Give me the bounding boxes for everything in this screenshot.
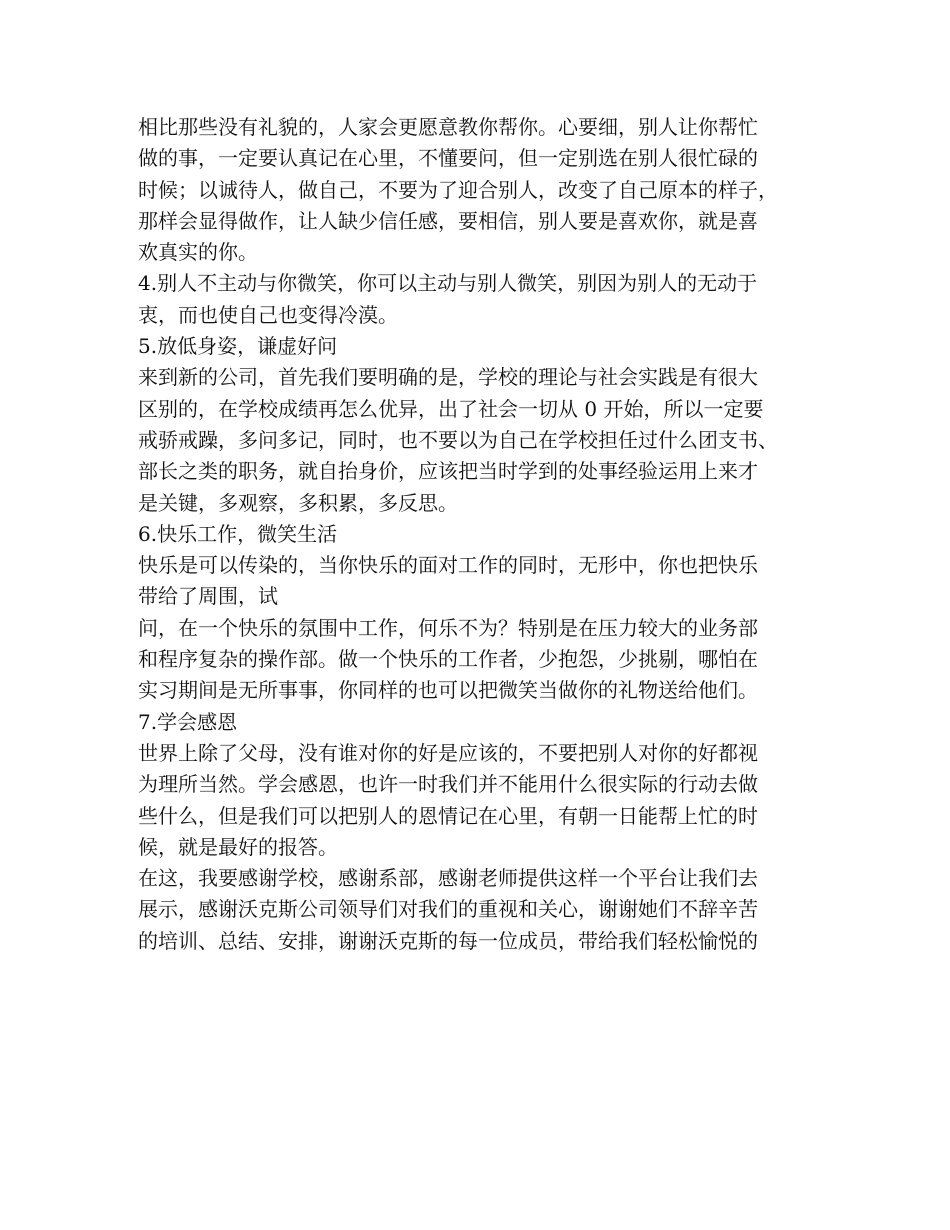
text-line: 在这，我要感谢学校，感谢系部，感谢老师提供这样一个平台让我们去: [138, 866, 758, 891]
section-heading: 7.学会感恩: [138, 709, 238, 734]
text-line: 带给了周围，试: [138, 584, 278, 609]
section-heading: 5.放低身姿，谦虚好问: [138, 334, 338, 359]
text-line: 欢真实的你。: [138, 240, 258, 265]
text-line: 那样会显得做作，让人缺少信任感，要相信，别人要是喜欢你，就是喜: [138, 208, 758, 233]
section-heading-line: 4.别人不主动与你微笑，你可以主动与别人微笑，别因为别人的无动于: [138, 271, 758, 296]
text-line: 相比那些没有礼貌的，人家会更愿意教你帮你。心要细，别人让你帮忙: [138, 115, 758, 139]
text-line: 是关键，多观察，多积累，多反思。: [138, 490, 458, 515]
text-line: 展示，感谢沃克斯公司领导们对我们的重视和关心，谢谢她们不辞辛苦: [138, 897, 758, 922]
text-line: 实习期间是无所事事，你同样的也可以把微笑当做你的礼物送给他们。: [138, 678, 758, 703]
text-line: 来到新的公司，首先我们要明确的是，学校的理论与社会实践是有很大: [138, 365, 758, 390]
text-line: 世界上除了父母，没有谁对你的好是应该的，不要把别人对你的好都视: [138, 740, 758, 765]
text-line: 戒骄戒躁，多问多记，同时，也不要以为自己在学校担任过什么团支书、: [138, 427, 778, 452]
text-line: 部长之类的职务，就自抬身价，应该把当时学到的处事经验运用上来才: [138, 459, 758, 484]
text-line: 些什么，但是我们可以把别人的恩情记在心里，有朝一日能帮上忙的时: [138, 803, 758, 828]
document-body: [138, 112, 828, 957]
text-line: 快乐是可以传染的，当你快乐的面对工作的同时，无形中，你也把快乐: [138, 553, 758, 578]
text-line: 为理所当然。学会感恩，也许一时我们并不能用什么很实际的行动去做: [138, 772, 758, 797]
section-heading: 6.快乐工作，微笑生活: [138, 521, 338, 546]
text-line: 和程序复杂的操作部。做一个快乐的工作者，少抱怨，少挑剔，哪怕在: [138, 647, 758, 672]
text-line: 时候；以诚待人，做自己，不要为了迎合别人，改变了自己原本的样子，: [138, 177, 778, 202]
text-line: 衷，而也使自己也变得冷漠。: [138, 302, 398, 327]
text-line: 候，就是最好的报答。: [138, 834, 338, 859]
text-line: 区别的，在学校成绩再怎么优异，出了社会一切从 0 开始，所以一定要: [138, 396, 764, 421]
text-line: 的培训、总结、安排，谢谢沃克斯的每一位成员，带给我们轻松愉悦的: [138, 928, 758, 953]
text-line: 做的事，一定要认真记在心里，不懂要问，但一定别选在别人很忙碌的: [138, 146, 758, 171]
text-line: 问，在一个快乐的氛围中工作，何乐不为？特别是在压力较大的业务部: [138, 615, 758, 640]
